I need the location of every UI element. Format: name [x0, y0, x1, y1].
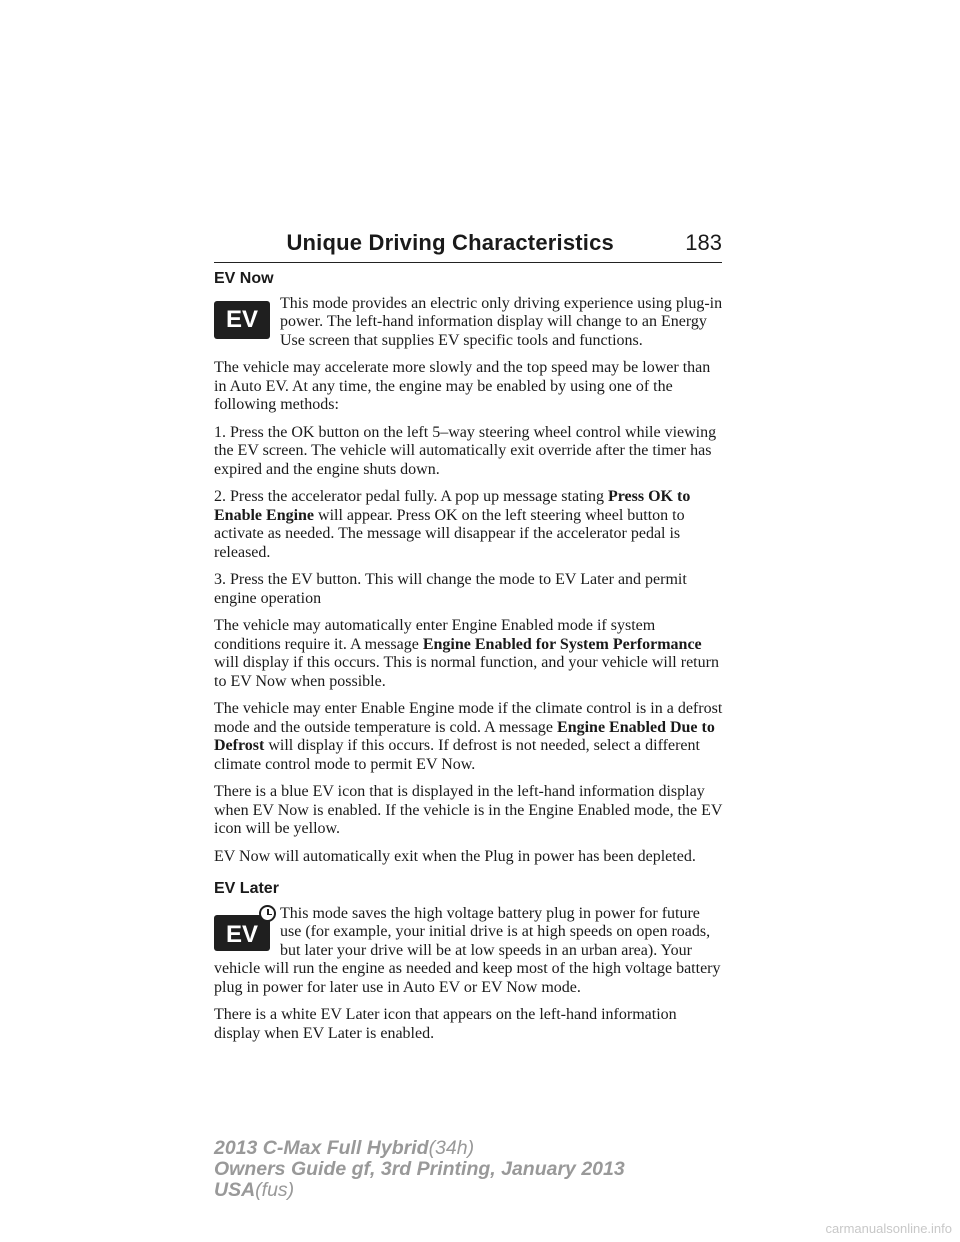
page-header — [214, 228, 722, 263]
ev-later-icon — [214, 915, 270, 951]
ev-now-icon-label: EV — [225, 305, 258, 333]
text-run: 2. Press the accelerator pedal fully. A pop up message stating — [214, 488, 608, 505]
footer-model: 2013 C-Max Full Hybrid — [214, 1137, 429, 1159]
ev-now-paragraph: The vehicle may accelerate more slowly and the top speed may be lower than in Auto EV. At any time, the engine may be enabled by using one of the following methods: — [214, 359, 711, 413]
ev-now-paragraph: There is a blue EV icon that is displayed in the left-hand information display when EV Now is enabled. If the vehicle is in the Engine Enabled mode, the EV icon will be yellow. — [214, 783, 723, 837]
text-run: The vehicle may automatically enter Engine Enabled mode if system conditions require it. A message — [214, 617, 656, 653]
ev-later-paragraph: There is a white EV Later icon that appears on the left-hand information display when EV Later is enabled. — [214, 1006, 677, 1042]
ev-now-intro: This mode provides an electric only driving experience using plug-in power. The left-hand information display will change to an Energy Use screen that supplies EV specific tools and functions. — [280, 294, 723, 349]
footer-line-2: Owners Guide gf, 3rd Printing, January 2013 — [214, 1158, 625, 1180]
ev-later-intro: This mode saves the high voltage battery plug in power for future use (for example, your initial drive is at high speeds on open roads, but later your drive will be at low speeds in an urban area). Your vehicle will run the engine as needed and keep most of the high voltage battery plug in power for later use in Auto EV or EV Now mode. — [214, 904, 721, 996]
ev-now-paragraph — [214, 617, 724, 691]
text-run: will appear. Press OK on the left steering wheel button to activate as needed. The message will disappear if the accelerator pedal is released. — [214, 506, 685, 561]
ev-now-icon — [214, 301, 270, 339]
ev-now-method-1: 1. Press the OK button on the left 5–way steering wheel control while viewing the EV screen. The vehicle will automatically exit override after the timer has expired and the engine shuts down. — [214, 423, 717, 478]
clock-icon — [259, 905, 276, 922]
chapter-title: Unique Driving Characteristics — [286, 230, 614, 255]
ev-now-paragraph: EV Now will automatically exit when the Plug in power has been depleted. — [214, 847, 696, 865]
message-system-performance: Engine Enabled for System Performance — [422, 635, 702, 653]
text-run: will display if this occurs. If defrost is not needed, select a different climate control mode to permit EV Now. — [214, 737, 700, 773]
ev-later-icon-label: EV — [225, 920, 258, 948]
section-title-ev-later: EV Later — [214, 880, 279, 897]
section-title-ev-now: EV Now — [214, 270, 274, 287]
ev-now-method-2 — [214, 488, 724, 562]
text-run: will display if this occurs. This is normal function, and your vehicle will return to EV Now when possible. — [214, 654, 719, 690]
ev-now-method-3: 3. Press the EV button. This will change the mode to EV Later and permit engine operation — [214, 571, 687, 607]
page-footer — [214, 1138, 625, 1201]
footer-model-code: (34h) — [428, 1137, 475, 1159]
page-content — [214, 270, 724, 1052]
footer-line-3 — [214, 1180, 625, 1201]
text-run: The vehicle may enter Enable Engine mode if the climate control is in a defrost mode and the outside temperature is cold. A message — [214, 700, 723, 736]
page-number: 183 — [685, 230, 722, 255]
ev-now-paragraph — [214, 700, 724, 774]
message-defrost: Engine Enabled Due to Defrost — [214, 718, 715, 754]
footer-market-code: (fus) — [255, 1179, 295, 1201]
watermark: carmanualsonline.info — [825, 1221, 952, 1236]
message-press-ok: Press OK to Enable Engine — [214, 488, 691, 524]
footer-line-1 — [214, 1138, 625, 1159]
footer-market: USA — [214, 1179, 256, 1201]
